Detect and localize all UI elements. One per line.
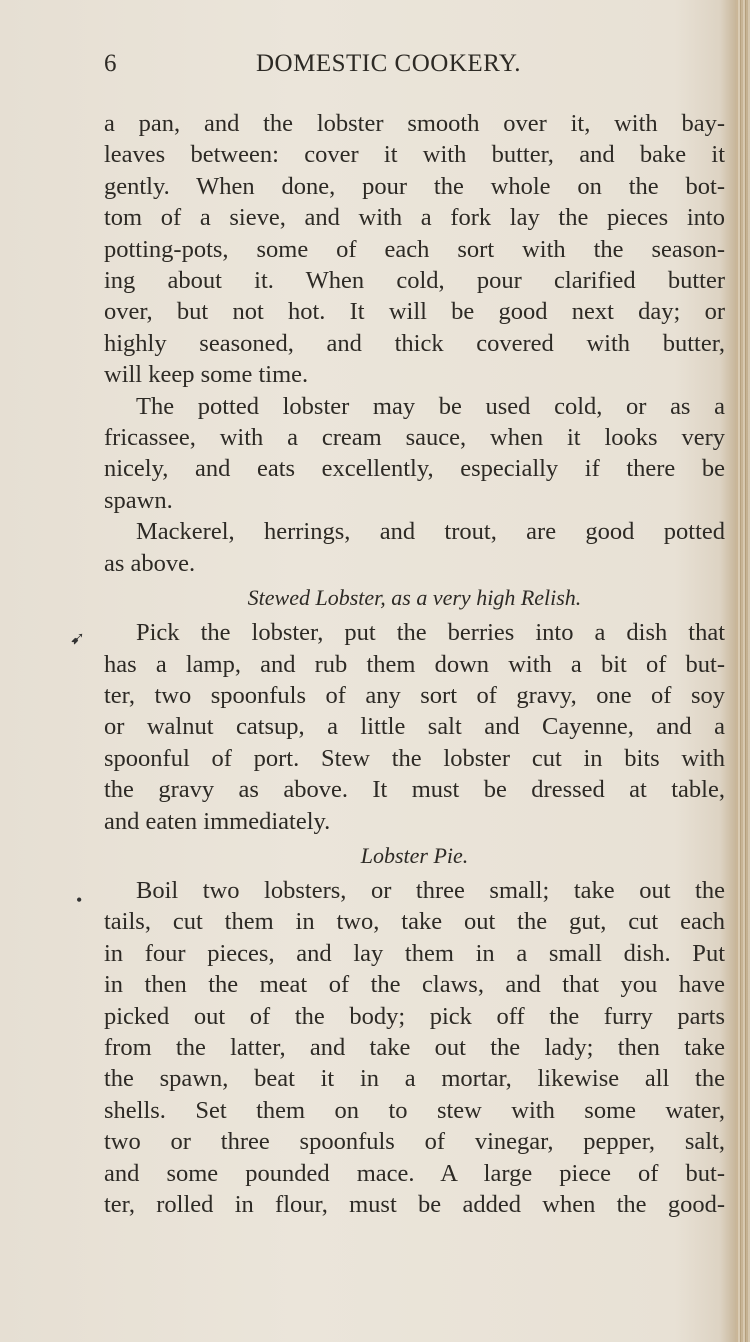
paragraph [104, 391, 725, 517]
margin-dot: • [76, 890, 83, 910]
text-line: ing about it. When cold, pour clarified butter [104, 267, 725, 295]
text-line: spawn. [104, 486, 173, 514]
paragraph [104, 516, 725, 579]
text-line: and some pounded mace. A large piece of but- [104, 1159, 725, 1187]
text-line: spoonful of port. Stew the lobster cut in bits with [104, 744, 725, 772]
text-line: tails, cut them in two, take out the gut, cut each [104, 908, 725, 936]
section-heading: Lobster Pie. [360, 842, 469, 868]
text-line: as above. [104, 549, 196, 577]
page-body [104, 108, 725, 1220]
running-title: DOMESTIC COOKERY. [256, 50, 522, 77]
text-line: two or three spoonfuls of vinegar, pepper, salt, [104, 1128, 725, 1156]
text-line: Mackerel, herrings, and trout, are good potted [136, 518, 725, 546]
text-line: the spawn, beat it in a mortar, likewise all the [104, 1065, 725, 1093]
text-line: or walnut catsup, a little salt and Cayenne, and a [104, 713, 725, 741]
text-line: a pan, and the lobster smooth over it, with bay- [104, 110, 725, 137]
text-line: the gravy as above. It must be dressed at table, [104, 776, 725, 804]
text-line: Boil two lobsters, or three small; take out the [136, 876, 725, 904]
running-header [104, 50, 724, 84]
text-line: ter, rolled in flour, must be added when the good- [104, 1191, 725, 1218]
paragraph [104, 108, 725, 391]
text-line: gently. When done, pour the whole on the bot- [104, 172, 725, 200]
text-line: The potted lobster may be used cold, or as a [136, 392, 725, 420]
text-line: leaves between: cover it with butter, and bake it [104, 141, 725, 169]
paragraph [104, 875, 725, 1220]
page-edge [736, 0, 750, 1342]
text-line: fricassee, with a cream sauce, when it looks very [104, 424, 725, 452]
text-line: ter, two spoonfuls of any sort of gravy, one of soy [104, 681, 725, 709]
text-line: in four pieces, and lay them in a small dish. Put [104, 939, 725, 967]
text-line: highly seasoned, and thick covered with butter, [104, 329, 725, 357]
text-line: from the latter, and take out the lady; then take [104, 1033, 725, 1061]
section-heading: Stewed Lobster, as a very high Relish. [247, 585, 582, 611]
paragraph [104, 617, 725, 837]
text-line: in then the meat of the claws, and that you have [104, 971, 725, 999]
page-number: 6 [104, 50, 117, 77]
text-line: and eaten immediately. [104, 807, 331, 835]
margin-mark: ➹ [70, 628, 86, 648]
text-line: Pick the lobster, put the berries into a dish that [136, 619, 725, 647]
text-line: over, but not hot. It will be good next day; or [104, 298, 725, 326]
text-line: shells. Set them on to stew with some water, [104, 1096, 725, 1124]
text-line: has a lamp, and rub them down with a bit of but- [104, 650, 725, 678]
text-line: tom of a sieve, and with a fork lay the pieces into [104, 204, 725, 232]
text-line: picked out of the body; pick off the furry parts [104, 1002, 725, 1030]
text-line: nicely, and eats excellently, especially if there be [104, 455, 725, 483]
text-line: potting-pots, some of each sort with the season- [104, 235, 725, 263]
text-line: will keep some time. [104, 361, 309, 389]
